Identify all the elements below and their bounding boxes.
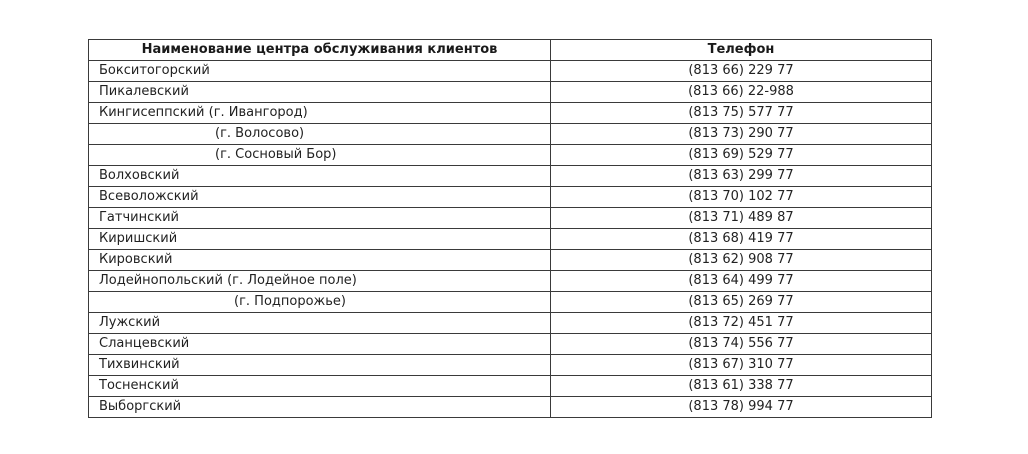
center-name-cell: Волховский <box>89 166 551 187</box>
table-row <box>89 397 932 418</box>
phone-cell: (813 75) 577 77 <box>551 103 932 124</box>
header-phone: Телефон <box>551 40 932 61</box>
center-name-cell: Киришский <box>89 229 551 250</box>
table-row <box>89 124 932 145</box>
table-row <box>89 313 932 334</box>
center-name-cell: Кингисеппский (г. Ивангород) <box>89 103 551 124</box>
table-row <box>89 271 932 292</box>
table-row <box>89 145 932 166</box>
table-row <box>89 166 932 187</box>
center-name-cell: Всеволожский <box>89 187 551 208</box>
phone-cell: (813 64) 499 77 <box>551 271 932 292</box>
table-row <box>89 355 932 376</box>
center-name-cell: Пикалевский <box>89 82 551 103</box>
phone-cell: (813 65) 269 77 <box>551 292 932 313</box>
phone-cell: (813 74) 556 77 <box>551 334 932 355</box>
phone-cell: (813 61) 338 77 <box>551 376 932 397</box>
center-name-cell: Лодейнопольский (г. Лодейное поле) <box>89 271 551 292</box>
table-row <box>89 229 932 250</box>
table-row <box>89 208 932 229</box>
table-body <box>89 61 932 418</box>
center-name-cell: Сланцевский <box>89 334 551 355</box>
table-row <box>89 61 932 82</box>
center-name-cell: Тихвинский <box>89 355 551 376</box>
table-row <box>89 250 932 271</box>
phone-cell: (813 63) 299 77 <box>551 166 932 187</box>
center-name-cell: (г. Волосово) <box>89 124 551 145</box>
table-row <box>89 334 932 355</box>
header-center-name: Наименование центра обслуживания клиентов <box>89 40 551 61</box>
table-row <box>89 292 932 313</box>
table-header-row <box>89 40 932 61</box>
phone-cell: (813 71) 489 87 <box>551 208 932 229</box>
table-row <box>89 82 932 103</box>
phone-cell: (813 67) 310 77 <box>551 355 932 376</box>
center-name-cell: Лужский <box>89 313 551 334</box>
center-name-cell: Тосненский <box>89 376 551 397</box>
table-row <box>89 187 932 208</box>
phone-cell: (813 62) 908 77 <box>551 250 932 271</box>
center-name-cell: (г. Сосновый Бор) <box>89 145 551 166</box>
center-name-cell: Выборгский <box>89 397 551 418</box>
center-name-cell: Кировский <box>89 250 551 271</box>
phone-cell: (813 72) 451 77 <box>551 313 932 334</box>
phone-cell: (813 68) 419 77 <box>551 229 932 250</box>
phone-cell: (813 73) 290 77 <box>551 124 932 145</box>
phone-cell: (813 66) 229 77 <box>551 61 932 82</box>
phone-cell: (813 66) 22-988 <box>551 82 932 103</box>
center-name-cell: Гатчинский <box>89 208 551 229</box>
phone-cell: (813 69) 529 77 <box>551 145 932 166</box>
center-name-cell: (г. Подпорожье) <box>89 292 551 313</box>
phone-cell: (813 70) 102 77 <box>551 187 932 208</box>
phone-cell: (813 78) 994 77 <box>551 397 932 418</box>
customer-service-centers-table <box>88 39 932 418</box>
table-row <box>89 103 932 124</box>
center-name-cell: Бокситогорский <box>89 61 551 82</box>
table-row <box>89 376 932 397</box>
